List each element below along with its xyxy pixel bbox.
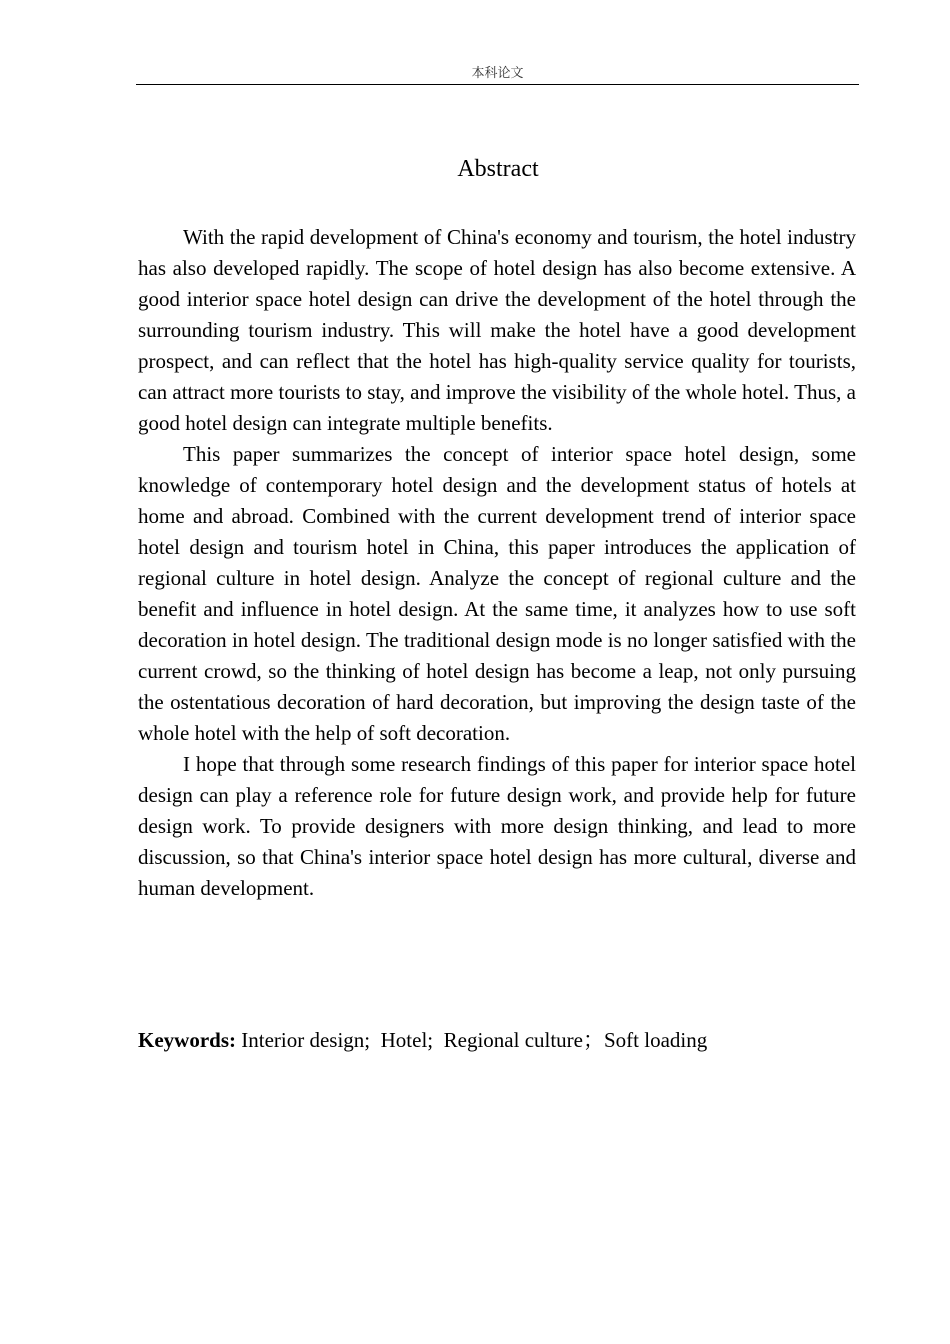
keywords-text: Interior design; Hotel; Regional culture；Soft loading [236, 1028, 708, 1052]
abstract-body [138, 222, 856, 904]
abstract-paragraph-3: I hope that through some research findings of this paper for interior space hotel design can play a reference role for future design work, and provide help for future design work. To provide designers with more design thinking, and lead to more discussion, so that China's interior space hotel design has more cultural, diverse and human development. [138, 752, 856, 900]
abstract-paragraph-1: With the rapid development of China's economy and tourism, the hotel industry has also developed rapidly. The scope of hotel design has also become extensive. A good interior space hotel design can drive the development of the hotel through the surrounding tourism industry. This will make the hotel have a good development prospect, and can reflect that the hotel has high-quality service quality for tourists, can attract more tourists to stay, and improve the visibility of the whole hotel. Thus, a good hotel design can integrate multiple benefits. [138, 225, 856, 435]
keywords-line [138, 1025, 707, 1056]
abstract-title: Abstract [457, 156, 539, 182]
keywords-label: Keywords: [138, 1028, 236, 1052]
page-header: 本科论文 [136, 64, 859, 85]
abstract-paragraph-2: This paper summarizes the concept of interior space hotel design, some knowledge of contemporary hotel design and the development status of hotels at home and abroad. Combined with the current development trend of interior space hotel design and tourism hotel in China, this paper introduces the application of regional culture in hotel design. Analyze the concept of regional culture and the benefit and influence in hotel design. At the same time, it analyzes how to use soft decoration in hotel design. The traditional design mode is no longer satisfied with the current crowd, so the thinking of hotel design has become a leap, not only pursuing the ostentatious decoration of hard decoration, but improving the design taste of the whole hotel with the help of soft decoration. [138, 442, 856, 745]
